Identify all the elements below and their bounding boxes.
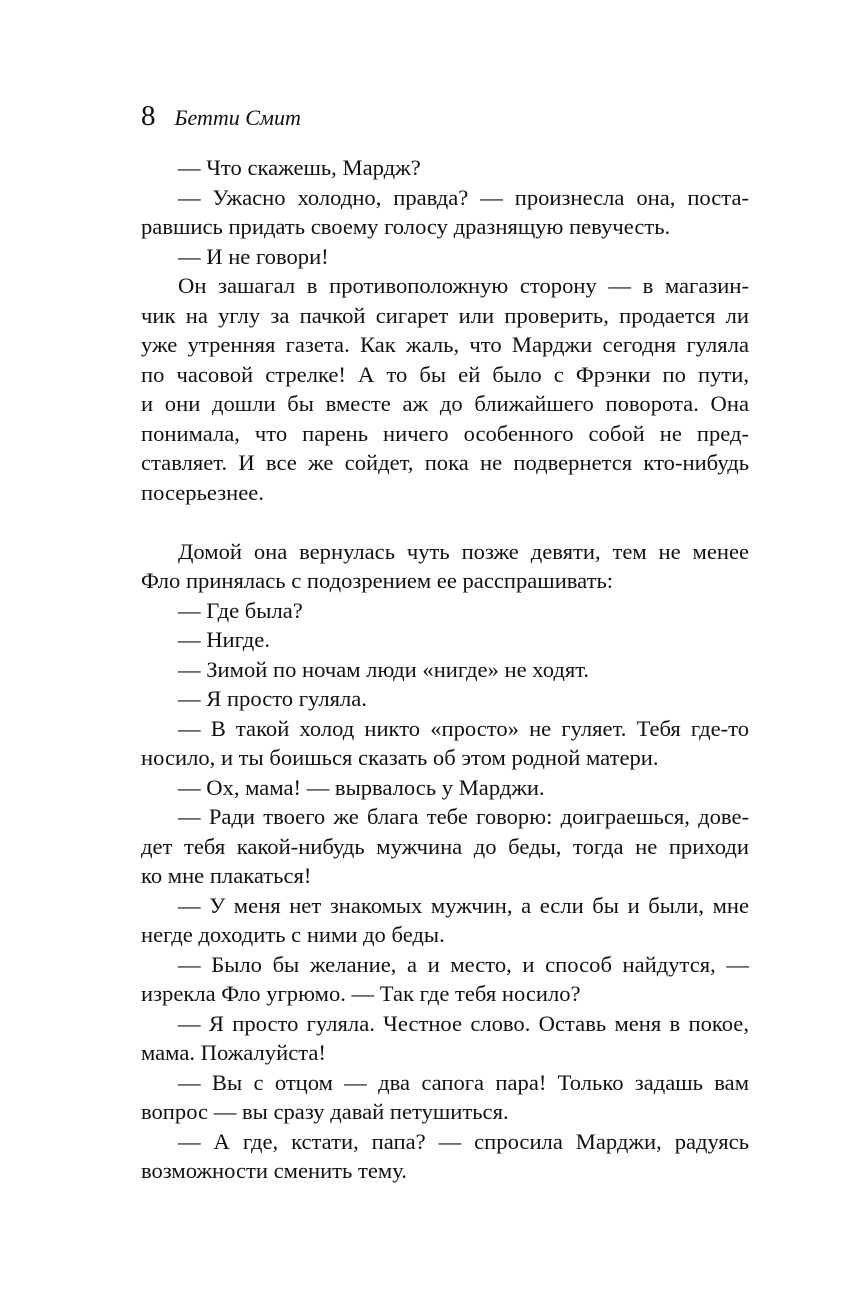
text-line: — Я просто гуляла. (178, 686, 367, 711)
text-line: по часовой стрелке! А то бы ей было с Фрэнки по пути, (141, 361, 749, 387)
paragraph (141, 242, 749, 272)
paragraph (141, 271, 749, 507)
paragraph (141, 655, 749, 685)
book-text (141, 153, 749, 1186)
paragraph (141, 625, 749, 655)
paragraph (141, 596, 749, 626)
paragraph (141, 950, 749, 1009)
text-line: — Что скажешь, Мардж? (178, 155, 421, 180)
text-line: чик на углу за пачкой сигарет или проверить, продается ли (141, 302, 749, 328)
paragraph (141, 684, 749, 714)
text-line: уже утренняя газета. Как жаль, что Марджи сегодня гуляла (141, 332, 749, 357)
text-line: — В такой холод никто «просто» не гуляет. Тебя где-то (178, 715, 749, 741)
paragraph (141, 802, 749, 891)
text-line: Он зашагал в противоположную сторону — в магазин- (178, 273, 749, 298)
text-line: — Ради твоего же блага тебе говорю: доиграешься, дове- (178, 804, 749, 829)
running-title: Бетти Смит (174, 105, 301, 130)
text-line: посерьезнее. (141, 479, 264, 505)
text-line: дет тебя какой-нибудь мужчина до беды, тогда не приходи (141, 833, 749, 859)
text-line: — Нигде. (178, 627, 270, 652)
text-line: понимала, что парень ничего особенного собой не пред- (141, 420, 749, 446)
text-line: — Где была? (178, 597, 303, 623)
text-line: — Зимой по ночам люди «нигде» не ходят. (178, 656, 590, 682)
text-line: ко мне плакаться! (141, 863, 312, 888)
text-line: Домой она вернулась чуть позже девяти, тем не менее (178, 538, 749, 564)
paragraph (141, 183, 749, 242)
text-line: ставляет. И все же сойдет, пока не подвернется кто-нибудь (141, 450, 749, 475)
text-line: негде доходить с ними до беды. (141, 922, 445, 947)
text-line: носило, и ты боишься сказать об этом родной матери. (141, 745, 659, 770)
text-line: возможности сменить тему. (141, 1158, 407, 1183)
text-line: — А где, кстати, папа? — спросила Марджи, радуясь (178, 1128, 749, 1154)
text-line: — Вы с отцом — два сапога пара! Только задашь вам (178, 1069, 749, 1095)
text-line: равшись придать своему голосу дразнящую певучесть. (141, 214, 671, 239)
paragraph (141, 1127, 749, 1186)
text-line: — Ох, мама! — вырвалось у Марджи. (178, 774, 545, 800)
paragraph (141, 1009, 749, 1068)
section-break (141, 507, 749, 537)
text-line: — Было бы желание, а и место, и способ найдутся, — (178, 951, 749, 977)
paragraph (141, 1068, 749, 1127)
text-line: изрекла Фло угрюмо. — Так где тебя носило? (141, 981, 581, 1006)
page-number: 8 (141, 100, 156, 132)
paragraph (141, 773, 749, 803)
paragraph (141, 714, 749, 773)
text-line: — Я просто гуляла. Честное слово. Оставь меня в покое, (178, 1010, 749, 1036)
running-header (141, 96, 301, 136)
paragraph (141, 153, 749, 183)
text-line: Фло принялась с подозрением ее расспрашивать: (141, 568, 614, 593)
paragraph (141, 891, 749, 950)
text-line: — И не говори! (178, 243, 329, 269)
paragraph (141, 537, 749, 596)
text-line: — У меня нет знакомых мужчин, а если бы и были, мне (178, 892, 749, 918)
text-line: и они дошли бы вместе аж до ближайшего поворота. Она (141, 391, 749, 416)
text-line: вопрос — вы сразу давай петушиться. (141, 1099, 509, 1124)
text-line: мама. Пожалуйста! (141, 1040, 326, 1065)
text-line: — Ужасно холодно, правда? — произнесла она, поста- (178, 184, 749, 210)
